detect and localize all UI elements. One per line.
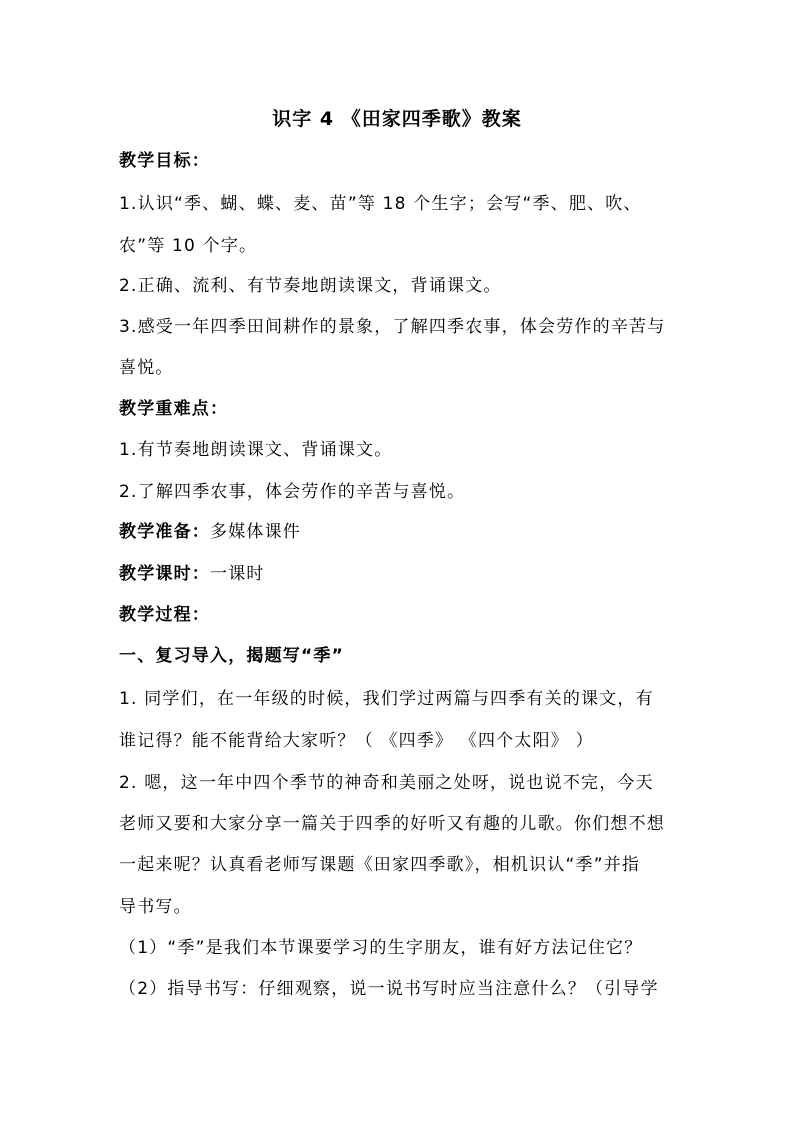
- goal-1-line-1: 1.认识“季、蝴、蝶、麦、苗”等 18 个生字；会写“季、肥、吹、: [119, 194, 642, 214]
- sub-item-1: （1）“季”是我们本节课要学习的生字朋友，谁有好方法记住它？: [119, 938, 643, 958]
- goal-3-line-2: 喜悦。: [119, 358, 174, 378]
- paragraph-2-line-3: 一起来呢？认真看老师写课题《田家四季歌》，相机识认“季”并指: [119, 855, 641, 875]
- preparation-heading: 教学准备：: [119, 522, 210, 542]
- paragraph-2-line-1: 2. 嗯，这一年中四个季节的神奇和美丽之处呀，说也说不完，今天: [119, 773, 654, 793]
- goal-2: 2.正确、流利、有节奏地朗读课文，背诵课文。: [119, 276, 502, 296]
- paragraph-2-line-4: 导书写。: [119, 897, 192, 917]
- part-1-heading: 一、复习导入，揭题写“季”: [119, 646, 344, 666]
- goal-1-line-2: 农”等 10 个字。: [119, 236, 258, 256]
- class-hours-row: [119, 563, 265, 585]
- paragraph-1-line-2: 谁记得？能不能背给大家听？（ 《四季》 《四个太阳》 ）: [119, 731, 594, 751]
- process-heading: 教学过程：: [119, 605, 210, 625]
- key-points-heading: 教学重难点：: [119, 399, 229, 419]
- sub-item-2: （2）指导书写：仔细观察，说一说书写时应当注意什么？（引导学: [119, 979, 659, 999]
- document-title: 识字 4 《田家四季歌》教案: [272, 108, 522, 130]
- preparation-row: [119, 521, 301, 543]
- class-hours-heading: 教学课时：: [119, 564, 210, 584]
- class-hours-value: 一课时: [210, 564, 265, 584]
- goal-3-line-1: 3.感受一年四季田间耕作的景象，了解四季农事，体会劳作的辛苦与: [119, 317, 666, 337]
- paragraph-2-line-2: 老师又要和大家分享一篇关于四季的好听又有趣的儿歌。你们想不想: [119, 814, 665, 834]
- preparation-value: 多媒体课件: [210, 522, 301, 542]
- key-point-2: 2.了解四季农事，体会劳作的辛苦与喜悦。: [119, 482, 466, 502]
- key-point-1: 1.有节奏地朗读课文、背诵课文。: [119, 440, 393, 460]
- paragraph-1-line-1: 1. 同学们，在一年级的时候，我们学过两篇与四季有关的课文，有: [119, 689, 654, 709]
- goals-heading: 教学目标：: [119, 151, 210, 171]
